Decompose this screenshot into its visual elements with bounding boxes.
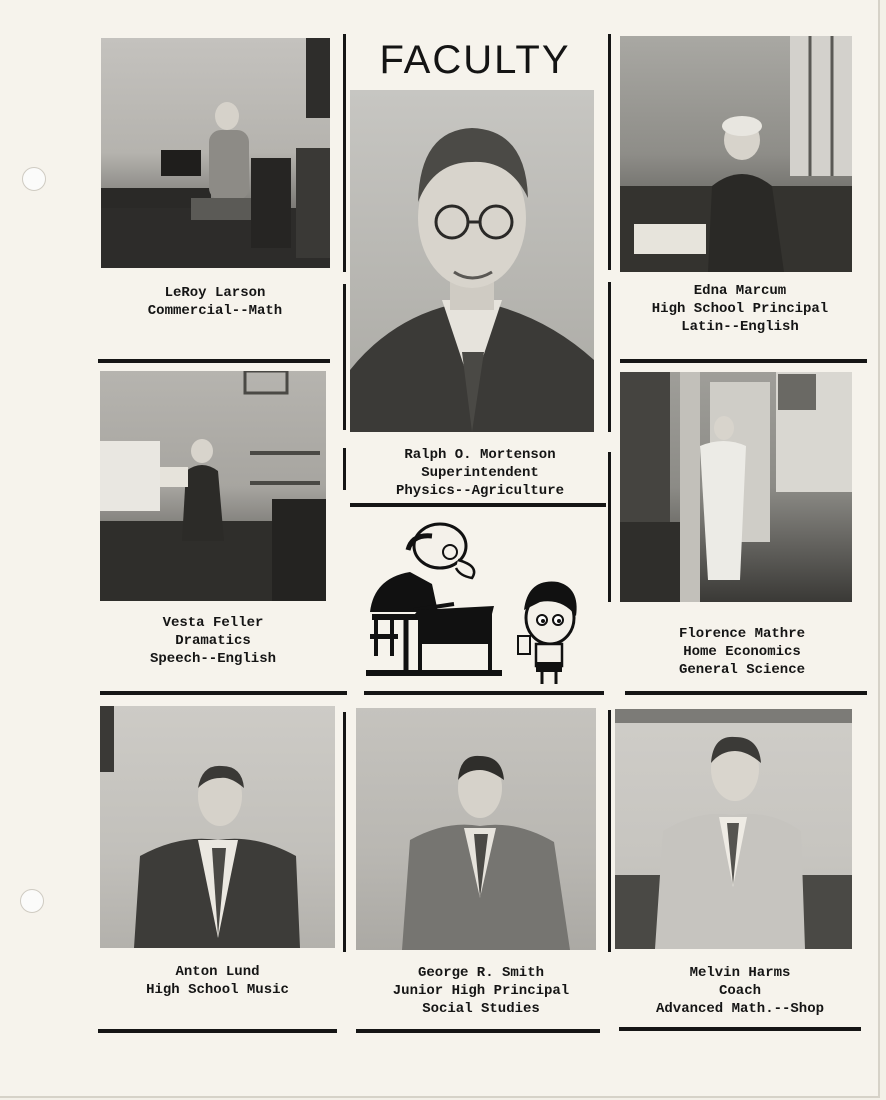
faculty-subjects: Latin--English [681,319,799,335]
vertical-divider [343,34,346,272]
horizontal-divider [619,1027,861,1031]
horizontal-divider [100,691,347,695]
binder-hole-bottom [20,889,44,913]
horizontal-divider [625,691,867,695]
horizontal-divider [98,1029,337,1033]
vertical-divider [608,34,611,270]
caption-lund [100,963,335,999]
faculty-subjects: General Science [678,662,806,678]
vertical-divider [608,710,611,952]
faculty-role: Junior High Principal [392,983,570,999]
faculty-name: Florence Mathre [678,626,806,642]
faculty-role: Commercial--Math [147,303,283,319]
caption-feller [100,614,326,668]
faculty-subjects: Advanced Math.--Shop [655,1001,825,1017]
faculty-photo-larson [101,38,330,268]
faculty-role: High School Music [146,982,289,998]
caption-mathre [626,625,858,679]
faculty-photo-harms [615,709,852,949]
faculty-subjects: Social Studies [422,1001,540,1017]
caption-larson [100,284,330,320]
horizontal-divider [350,503,606,507]
faculty-role: Home Economics [683,644,801,660]
vertical-divider [343,284,346,430]
vertical-divider [343,712,346,952]
vertical-divider [343,448,346,490]
faculty-role: Superintendent [421,465,539,481]
faculty-photo-feller [100,371,326,601]
binder-hole-top [22,167,46,191]
faculty-name: George R. Smith [417,965,545,981]
caption-harms [615,964,865,1018]
vertical-divider [608,282,611,432]
faculty-name: Anton Lund [175,964,260,980]
faculty-photo-marcum [620,36,852,272]
faculty-photo-smith [356,708,596,950]
horizontal-divider [364,691,604,695]
faculty-name: LeRoy Larson [164,285,266,301]
faculty-photo-lund [100,706,335,948]
caption-mortenson [350,446,610,500]
faculty-role: Coach [718,983,761,999]
faculty-photo-mortenson [350,90,594,432]
horizontal-divider [620,359,867,363]
caption-smith [356,964,606,1018]
page-title: FACULTY [379,38,571,82]
faculty-name: Ralph O. Mortenson [404,447,556,463]
faculty-name: Vesta Feller [162,615,264,631]
caption-marcum [620,282,860,336]
faculty-role: Dramatics [175,633,251,649]
faculty-name: Edna Marcum [693,283,787,299]
faculty-photo-mathre [620,372,852,602]
faculty-role: High School Principal [651,301,829,317]
faculty-subjects: Physics--Agriculture [395,483,565,499]
horizontal-divider [356,1029,600,1033]
faculty-subjects: Speech--English [149,651,277,667]
faculty-name: Melvin Harms [689,965,791,981]
cartoon-illustration [362,518,592,690]
horizontal-divider [98,359,330,363]
